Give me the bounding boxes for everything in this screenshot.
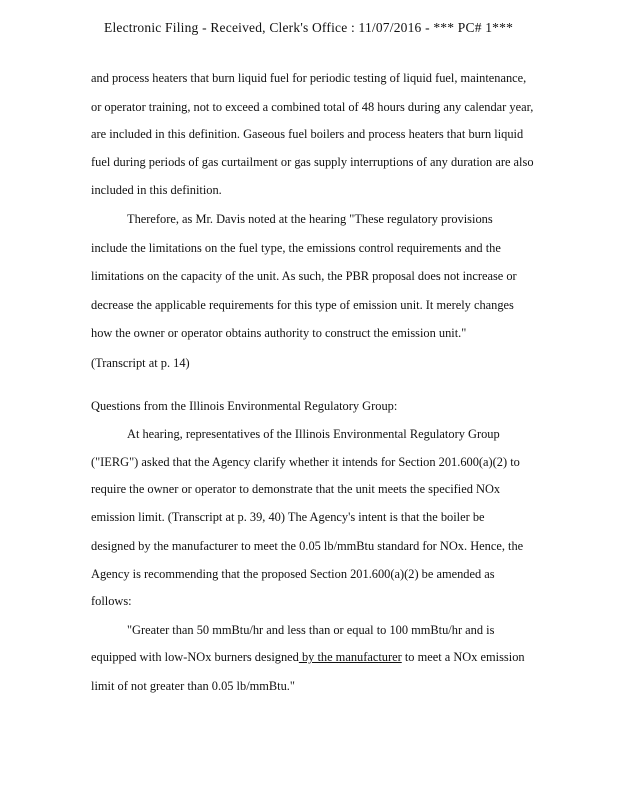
body-line [91,650,525,665]
body-line: or operator training, not to exceed a combined total of 48 hours during any calendar year, [91,100,534,114]
underlined-text: by the manufacturer [298,650,402,664]
body-line: limit of not greater than 0.05 lb/mmBtu." [91,679,295,693]
body-line: ("IERG") asked that the Agency clarify whether it intends for Section 201.600(a)(2) to [91,455,520,469]
body-line: Agency is recommending that the proposed Section 201.600(a)(2) be amended as [91,567,495,581]
body-line: "Greater than 50 mmBtu/hr and less than or equal to 100 mmBtu/hr and is [127,623,495,637]
body-line: limitations on the capacity of the unit. As such, the PBR proposal does not increase or [91,269,517,283]
body-line: fuel during periods of gas curtailment or gas supply interruptions of any duration are also [91,155,534,169]
body-line: At hearing, representatives of the Illinois Environmental Regulatory Group [127,427,500,441]
body-line: and process heaters that burn liquid fuel for periodic testing of liquid fuel, maintenance, [91,71,527,85]
body-line: follows: [91,594,132,608]
body-line: (Transcript at p. 14) [91,356,190,370]
filing-header: Electronic Filing - Received, Clerk's Office : 11/07/2016 - *** PC# 1*** [104,20,514,35]
body-line: include the limitations on the fuel type, the emissions control requirements and the [91,241,501,255]
body-line: designed by the manufacturer to meet the 0.05 lb/mmBtu standard for NOx. Hence, the [91,539,524,553]
text-run: equipped with low-NOx burners designed [91,650,299,664]
body-line: how the owner or operator obtains authority to construct the emission unit." [91,326,467,340]
body-line: included in this definition. [91,183,222,197]
text-run: to meet a NOx emission [401,650,525,664]
section-heading: Questions from the Illinois Environmental Regulatory Group: [91,399,398,413]
body-line: Therefore, as Mr. Davis noted at the hearing "These regulatory provisions [127,212,493,226]
body-line: decrease the applicable requirements for this type of emission unit. It merely changes [91,298,514,312]
body-line: require the owner or operator to demonstrate that the unit meets the specified NOx [91,482,501,496]
body-line: emission limit. (Transcript at p. 39, 40) The Agency's intent is that the boiler be [91,510,485,524]
body-line: are included in this definition. Gaseous fuel boilers and process heaters that burn liquid [91,127,524,141]
